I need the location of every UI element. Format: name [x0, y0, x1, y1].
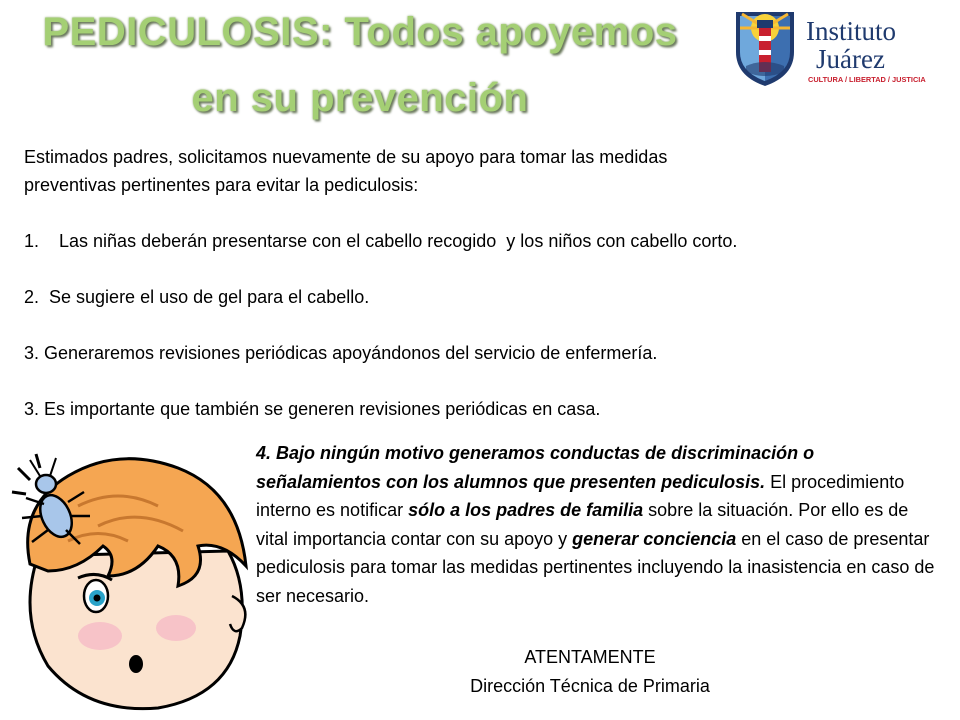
logo-name-line-1: Instituto	[806, 16, 897, 46]
point-4-emphasis: 4. Bajo ningún motivo generamos conductas de discriminación o señalamientos con los alumnos que presenten pediculosis.	[256, 443, 815, 492]
signature-department: Dirección Técnica de Primaria	[470, 676, 710, 696]
page-title-line-2: en su prevención	[191, 76, 529, 120]
instituto-juarez-logo	[732, 6, 932, 90]
point-4-text: sobre la situación. Por ello es de vital importancia contar con su apoyo y	[256, 500, 909, 549]
point-4-paragraph	[256, 439, 936, 610]
letter-body	[24, 143, 884, 423]
lighthouse-shield-icon	[736, 12, 794, 86]
child-mouth	[129, 655, 143, 673]
logo-tagline: CULTURA / LIBERTAD / JUSTICIA	[808, 75, 926, 84]
worried-child-with-louse-illustration	[8, 446, 252, 716]
point-4-emphasis: sólo a los padres de familia	[408, 500, 644, 520]
list-item: 3. Generaremos revisiones periódicas apoyándonos del servicio de enfermería.	[24, 343, 658, 363]
point-4-text: en el caso de presentar pediculosis para tomar las medidas pertinentes incluyendo la inasistencia en caso de ser necesario.	[256, 528, 935, 606]
intro-line: Estimados padres, solicitamos nuevamente de su apoyo para tomar las medidas	[24, 147, 668, 167]
child-cheek	[156, 615, 196, 641]
signature-closing: ATENTAMENTE	[524, 647, 656, 667]
page-title-line-1: PEDICULOSIS: Todos apoyemos	[42, 10, 678, 54]
point-4-emphasis: generar conciencia	[572, 528, 737, 549]
child-face	[30, 551, 242, 709]
list-item: 2. Se sugiere el uso de gel para el cabello.	[24, 287, 370, 307]
child-cheek	[78, 622, 122, 650]
list-item: 3. Es importante que también se generen revisiones periódicas en casa.	[24, 399, 601, 419]
logo-name-line-2: Juárez	[816, 44, 885, 74]
list-item: 1. Las niñas deberán presentarse con el cabello recogido y los niños con cabello corto.	[24, 231, 738, 251]
point-4-text: El procedimiento interno es notificar	[256, 471, 905, 520]
intro-line: preventivas pertinentes para evitar la pediculosis:	[24, 175, 419, 195]
